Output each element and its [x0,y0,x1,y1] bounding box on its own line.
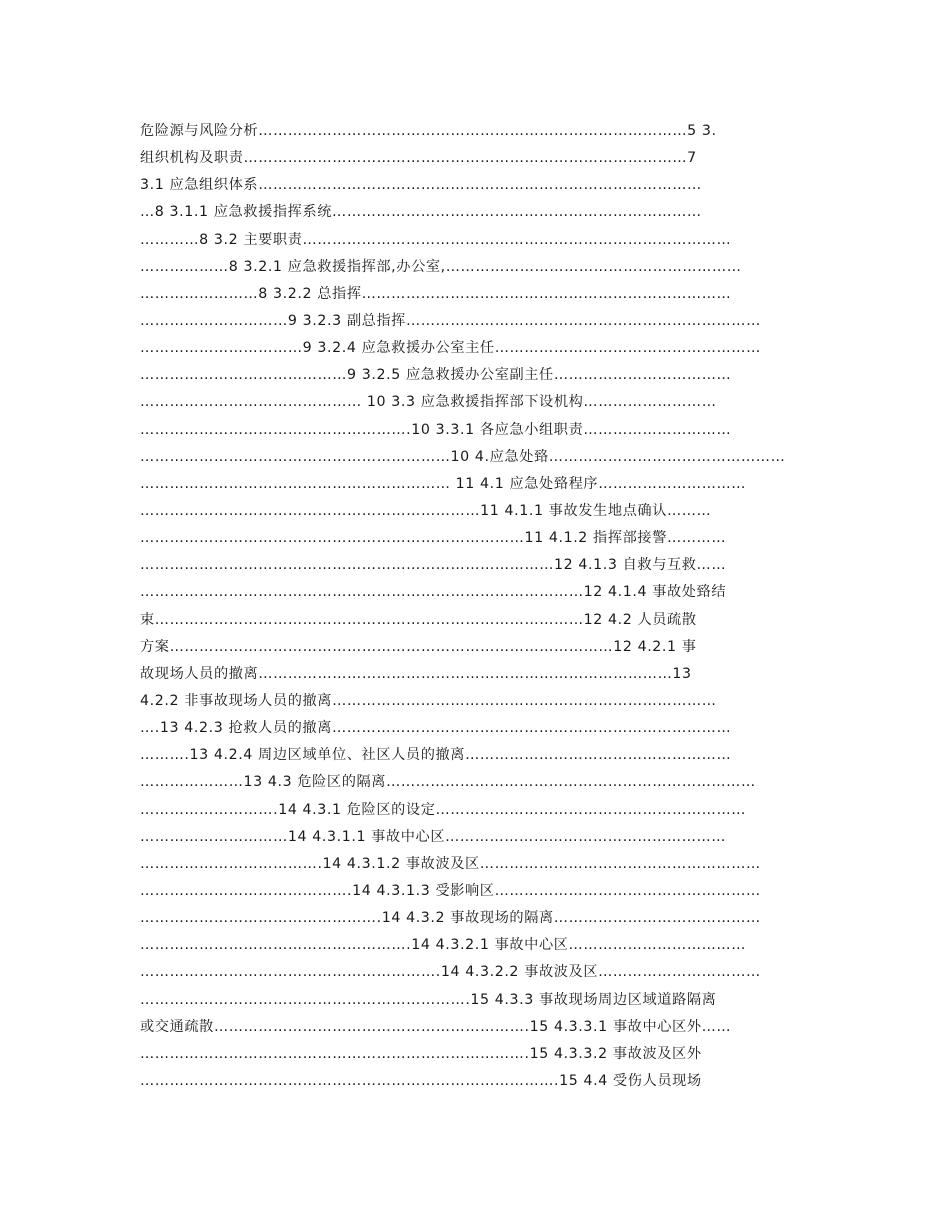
toc-line: 或交通疏散……………………………………………………….15 4.3.3.1 事故中心区外…… [140,1018,732,1035]
toc-line: ……………………………………9 3.2.5 应急救援办公室副主任……………………………… [140,367,732,384]
toc-line: …………………………………………………….14 4.3.2.2 事故波及区…………………………… [140,964,761,981]
toc-line: ………………………………………….14 4.3.2 事故现场的隔离…………………………………… [140,910,761,927]
toc-line: ……………………………………………………………11 4.1.1 事故发生地点确认……… [140,502,712,519]
toc-line: …………………………9 3.2.3 副总指挥……………………………………………………………… [140,312,761,329]
toc-line: ……………………8 3.2.2 总指挥………………………………………………………………… [140,285,732,302]
toc-line: 危险源与风险分析……………………………………………………………………………5 3. [140,123,717,139]
toc-line: …………………………14 4.3.1.1 事故中心区………………………………………………… [140,828,727,845]
toc-line: ………………………………………………………………………….15 4.4 受伤人员现场 [140,1072,702,1089]
toc-line: ………………………………………………………….15 4.3.3 事故现场周边区域道路隔离 [140,991,717,1008]
toc-line: ……………………………….14 4.3.1.2 事故波及区………………………………………………… [140,855,761,872]
toc-line: …8 3.1.1 应急救援指挥系统………………………………………………………………… [140,204,702,221]
toc-line: 组织机构及职责………………………………………………………………………………7 [140,150,697,167]
toc-line: …………………………………………………………………….15 4.3.3.2 事故波及区外 [140,1045,702,1062]
toc-line: …………………………………….14 4.3.1.3 受影响区……………………………………………… [140,882,761,899]
toc-line: ……………………………………………….14 4.3.2.1 事故中心区……………………………… [140,937,746,954]
toc-line: ……….13 4.2.4 周边区域单位、社区人员的撤离……………………………………………… [140,747,732,764]
toc-line: ……………………….14 4.3.1 危险区的设定……………………………………………………… [140,801,747,818]
toc-line: ………………8 3.2.1 应急救援指挥部,办公室,…………………………………………………… [140,258,742,275]
toc-line: ……………………………………………….10 3.3.1 各应急小组职责………………………… [140,421,732,438]
toc-line: …………………………………………………………………………12 4.1.3 自救与互救…… [140,557,727,574]
table-of-contents [140,118,815,1095]
toc-line: …………8 3.2 主要职责…………………………………………………………………………… [140,231,732,248]
toc-line: ……………………………………………………………………11 4.1.2 指挥部接警………… [140,530,727,547]
toc-line: 束……………………………………………………………………………12 4.2 人员疏散 [140,611,697,628]
toc-line: ……………………………………………………… 11 4.1 应急处臵程序………………………… [140,475,747,492]
toc-line: 4.2.2 非事故现场人员的撤离…………………………………………………………………… [140,692,717,709]
toc-line: …………………13 4.3 危险区的隔离………………………………………………………………… [140,774,756,791]
toc-line: 3.1 应急组织体系……………………………………………………………………………… [140,177,702,194]
toc-line: ……………………………………… 10 3.3 应急救援指挥部下设机构……………………… [140,394,717,411]
toc-line: ………………………………………………………………………………12 4.1.4 事故处臵结 [140,584,727,601]
toc-line: ….13 4.2.3 抢救人员的撤离……………………………………………………………………… [140,720,732,737]
toc-line: 故现场人员的撤离…………………………………………………………………………13 [140,665,692,682]
toc-line: ………………………………………………………10 4.应急处臵………………………………………… [140,448,786,465]
toc-line: ……………………………9 3.2.4 应急救援办公室主任……………………………………………… [140,340,761,357]
toc-line: 方案………………………………………………………………………………12 4.2.1 事 [140,638,697,655]
